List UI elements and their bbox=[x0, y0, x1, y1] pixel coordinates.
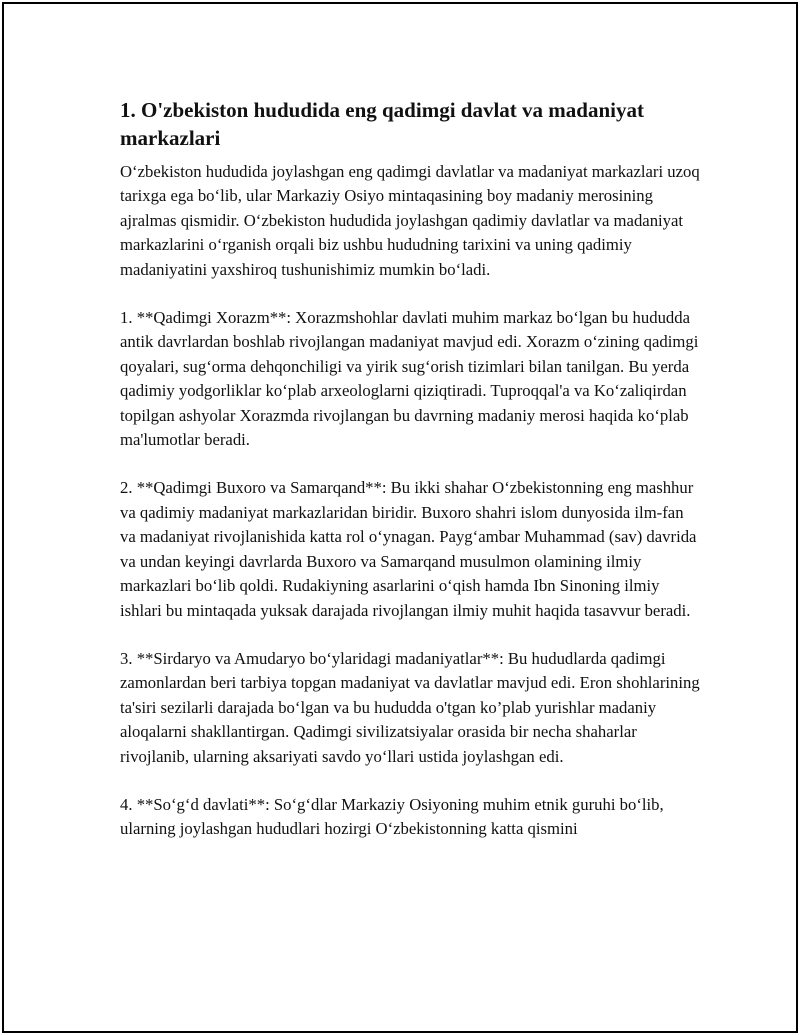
document-body bbox=[120, 96, 700, 866]
document-page bbox=[2, 2, 798, 1033]
paragraph-xorazm: 1. **Qadimgi Xorazm**: Xorazmshohlar davlati muhim markaz bo‘lgan bu hududda antik davrlardan boshlab rivojlangan madaniyat mavjud edi. Xorazm o‘zining qadimgi qoyalari, sug‘orma dehqonchiligi va yirik sug‘orish tizimlari bilan tanilgan. Bu yerda qadimiy yodgorliklar ko‘plab arxeologlarni qiziqtiradi. Tuproqqal'a va Ko‘zaliqirdan topilgan ashyolar Xorazmda rivojlangan bu davrning madaniy merosi haqida ko‘plab ma'lumotlar beradi. bbox=[120, 308, 699, 450]
intro-paragraph: O‘zbekiston hududida joylashgan eng qadimgi davlatlar va madaniyat markazlari uzoq tarixga ega bo‘lib, ular Markaziy Osiyo mintaqasining boy madaniy merosining ajralmas qismidir. O‘zbekiston hududida joylashgan qadimiy davlatlar va madaniyat markazlarini o‘rganish orqali biz ushbu hududning tarixini va uning qadimiy madaniyatini yaxshiroq tushunishimiz mumkin bo‘ladi. bbox=[120, 162, 700, 279]
section-heading: 1. O'zbekiston hududida eng qadimgi davlat va madaniyat markazlari bbox=[120, 98, 644, 150]
paragraph-sirdaryo-amudaryo: 3. **Sirdaryo va Amudaryo bo‘ylaridagi madaniyatlar**: Bu hududlarda qadimgi zamonlardan beri tarbiya topgan madaniyat va davlatlar mavjud edi. Eron shohlarining ta'siri sezilarli darajada bo‘lgan va bu hududda o'tgan ko’plab yurishlar madaniy aloqalarni shakllantirgan. Qadimgi sivilizatsiyalar orasida bir necha shaharlar rivojlanib, ularning aksariyati savdo yo‘llari ustida joylashgan edi. bbox=[120, 648, 700, 766]
paragraph-buxoro-samarqand: 2. **Qadimgi Buxoro va Samarqand**: Bu ikki shahar O‘zbekistonning eng mashhur va qadimiy madaniyat markazlaridan biridir. Buxoro shahri islom dunyosida ilm-fan va madaniyat rivojlanishida katta rol o‘ynagan. Payg‘ambar Muhammad (sav) davrida va undan keyingi davrlarda Buxoro va Samarqand musulmon olamining ilmiy markazlari bo‘lib qoldi. Rudakiyning asarlarini o‘qish hamda Ibn Sinoning ilmiy ishlari bu mintaqada yuksak darajada rivojlangan ilmiy muhit haqida tasavvur beradi. bbox=[120, 478, 697, 620]
paragraph-sogd: 4. **So‘g‘d davlati**: So‘g‘dlar Markaziy Osiyoning muhim etnik guruhi bo‘lib, ularning joylashgan hududlari hozirgi O‘zbekistonning katta qismini bbox=[120, 794, 664, 839]
